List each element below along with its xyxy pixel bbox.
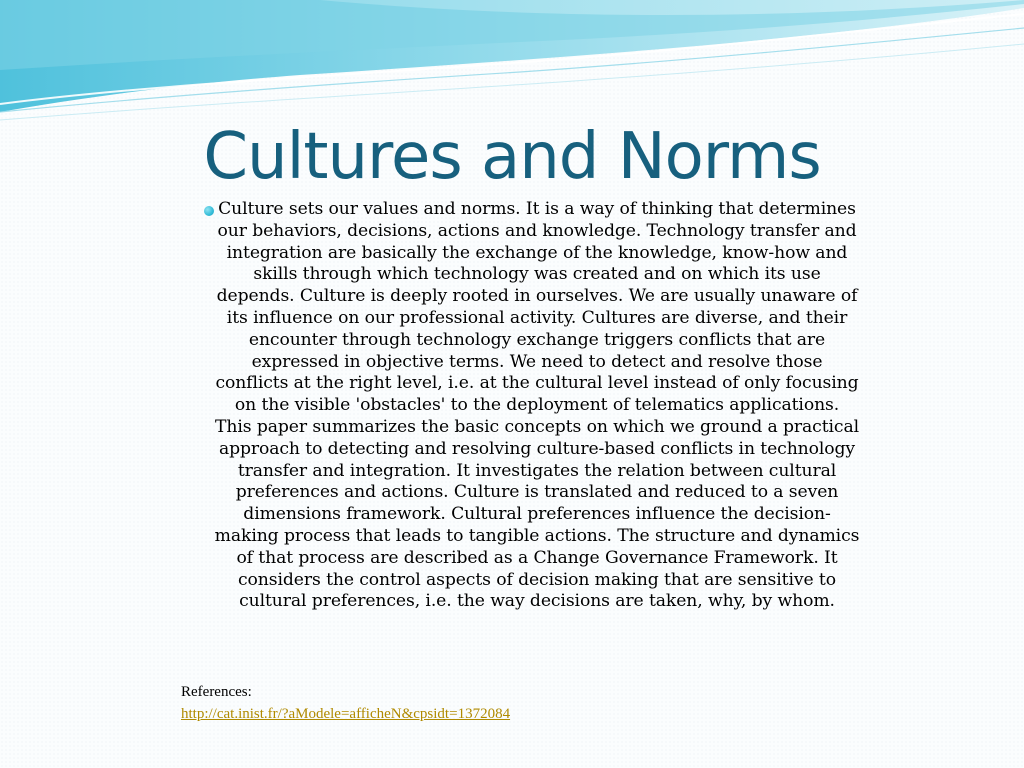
- reference-link[interactable]: http://cat.inist.fr/?aModele=afficheN&cpsidt=1372084: [181, 706, 511, 722]
- bullet-text: Culture sets our values and norms. It is a way of thinking that determines our behaviors, decisions, actions and knowledge. Technology transfer and integration are basically the exchange of the knowledge, know-how and skills through which technology was created and on which its use depends. Culture is deeply rooted in ourselves. We are usually unaware of its influence on our professional activity. Cultures are diverse, and their encounter through technology exchange triggers conflicts that are expressed in objective terms. We need to detect and resolve those conflicts at the right level, i.e. at the cultural level instead of only focusing on the visible 'obstacles' to the deployment of telematics applications. This paper summarizes the basic concepts on which we ground a practical approach to detecting and resolving culture-based conflicts in technology transfer and integration. It investigates the relation between cultural preferences and actions. Culture is translated and reduced to a seven dimensions framework. Cultural preferences influence the decision-making process that leads to tangible actions. The structure and dynamics of that process are described as a Change Governance Framework. It considers the control aspects of decision making that are sensitive to cultural preferences, i.e. the way decisions are taken, why, by whom.: [214, 199, 860, 612]
- bullet-list-item: [200, 199, 860, 613]
- slide-title: Cultures and Norms: [203, 120, 821, 194]
- references-label: References:: [181, 684, 252, 700]
- bullet-dot-icon: [204, 206, 214, 216]
- header-wave-decoration: [0, 0, 1024, 130]
